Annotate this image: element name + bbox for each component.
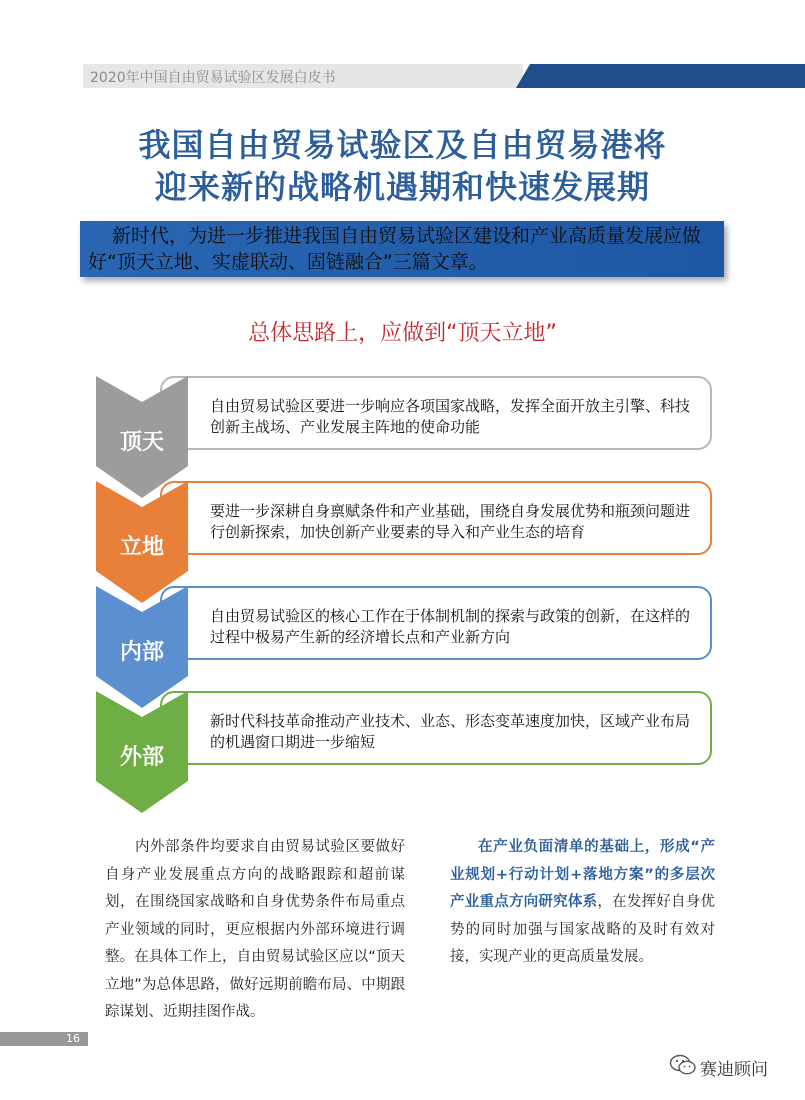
item-label-lidi: 立地	[119, 535, 164, 560]
item-label-waibu: 外部	[119, 745, 164, 770]
intro-text: 新时代，为进一步推进我国自由贸易试验区建设和产业高质量发展应做好“顶天立地、实虚联动、固链融合”三篇文章。	[88, 225, 702, 273]
page-title-line2: 迎来新的战略机遇期和快速发展期	[154, 168, 650, 206]
item-text-lidi: 要进一步深耕自身禀赋条件和产业基础，围绕自身发展优势和瓶颈问题进行创新探索，加快创新产业要素的导入和产业生态的培育	[210, 502, 691, 541]
item-box-dingtian	[160, 376, 712, 450]
item-label-neibu: 内部	[119, 640, 164, 665]
item-box-neibu	[160, 586, 712, 660]
page-number: 16	[66, 1032, 80, 1045]
body-right-highlight: 在产业负面清单的基础上，形成“产业规划+行动计划+落地方案”的多层次产业重点方向研究体系	[450, 839, 715, 910]
item-text-waibu: 新时代科技革命推动产业技术、业态、形态变革速度加快，区域产业布局的机遇窗口期进一步缩短	[210, 712, 691, 751]
intro-box	[80, 221, 724, 277]
body-right-rest: ，在发挥好自身优势的同时加强与国家战略的及时有效对接，实现产业的更高质量发展。	[450, 894, 716, 965]
item-box-waibu	[160, 691, 712, 765]
item-label-dingtian: 顶天	[119, 430, 164, 455]
wechat-icon	[669, 1054, 697, 1076]
watermark-text: 赛迪顾问	[700, 1060, 768, 1080]
item-text-neibu: 自由贸易试验区的核心工作在于体制机制的探索与政策的创新，在这样的过程中极易产生新的经济增长点和产业新方向	[210, 607, 691, 646]
item-text-dingtian: 自由贸易试验区要进一步响应各项国家战略，发挥全面开放主引擎、科技创新主战场、产业发展主阵地的使命功能	[210, 397, 691, 436]
body-right-paragraph	[450, 834, 715, 972]
body-left-paragraph: 内外部条件均要求自由贸易试验区要做好自身产业发展重点方向的战略跟踪和超前谋划，在围绕国家战略和自身优势条件布局重点产业领域的同时，更应根据内外部环境进行调整。在具体工作上，自由贸易试验区应以“顶天立地”为总体思路，做好远期前瞻布局、中期跟踪谋划、近期挂图作战。	[105, 839, 405, 1020]
item-box-lidi	[160, 481, 712, 555]
header-title: 2020年中国自由贸易试验区发展白皮书	[90, 70, 336, 86]
section-subtitle: 总体思路上，应做到“顶天立地”	[248, 321, 557, 346]
header-accent	[516, 64, 805, 88]
page-title-line1: 我国自由贸易试验区及自由贸易港将	[138, 126, 667, 164]
